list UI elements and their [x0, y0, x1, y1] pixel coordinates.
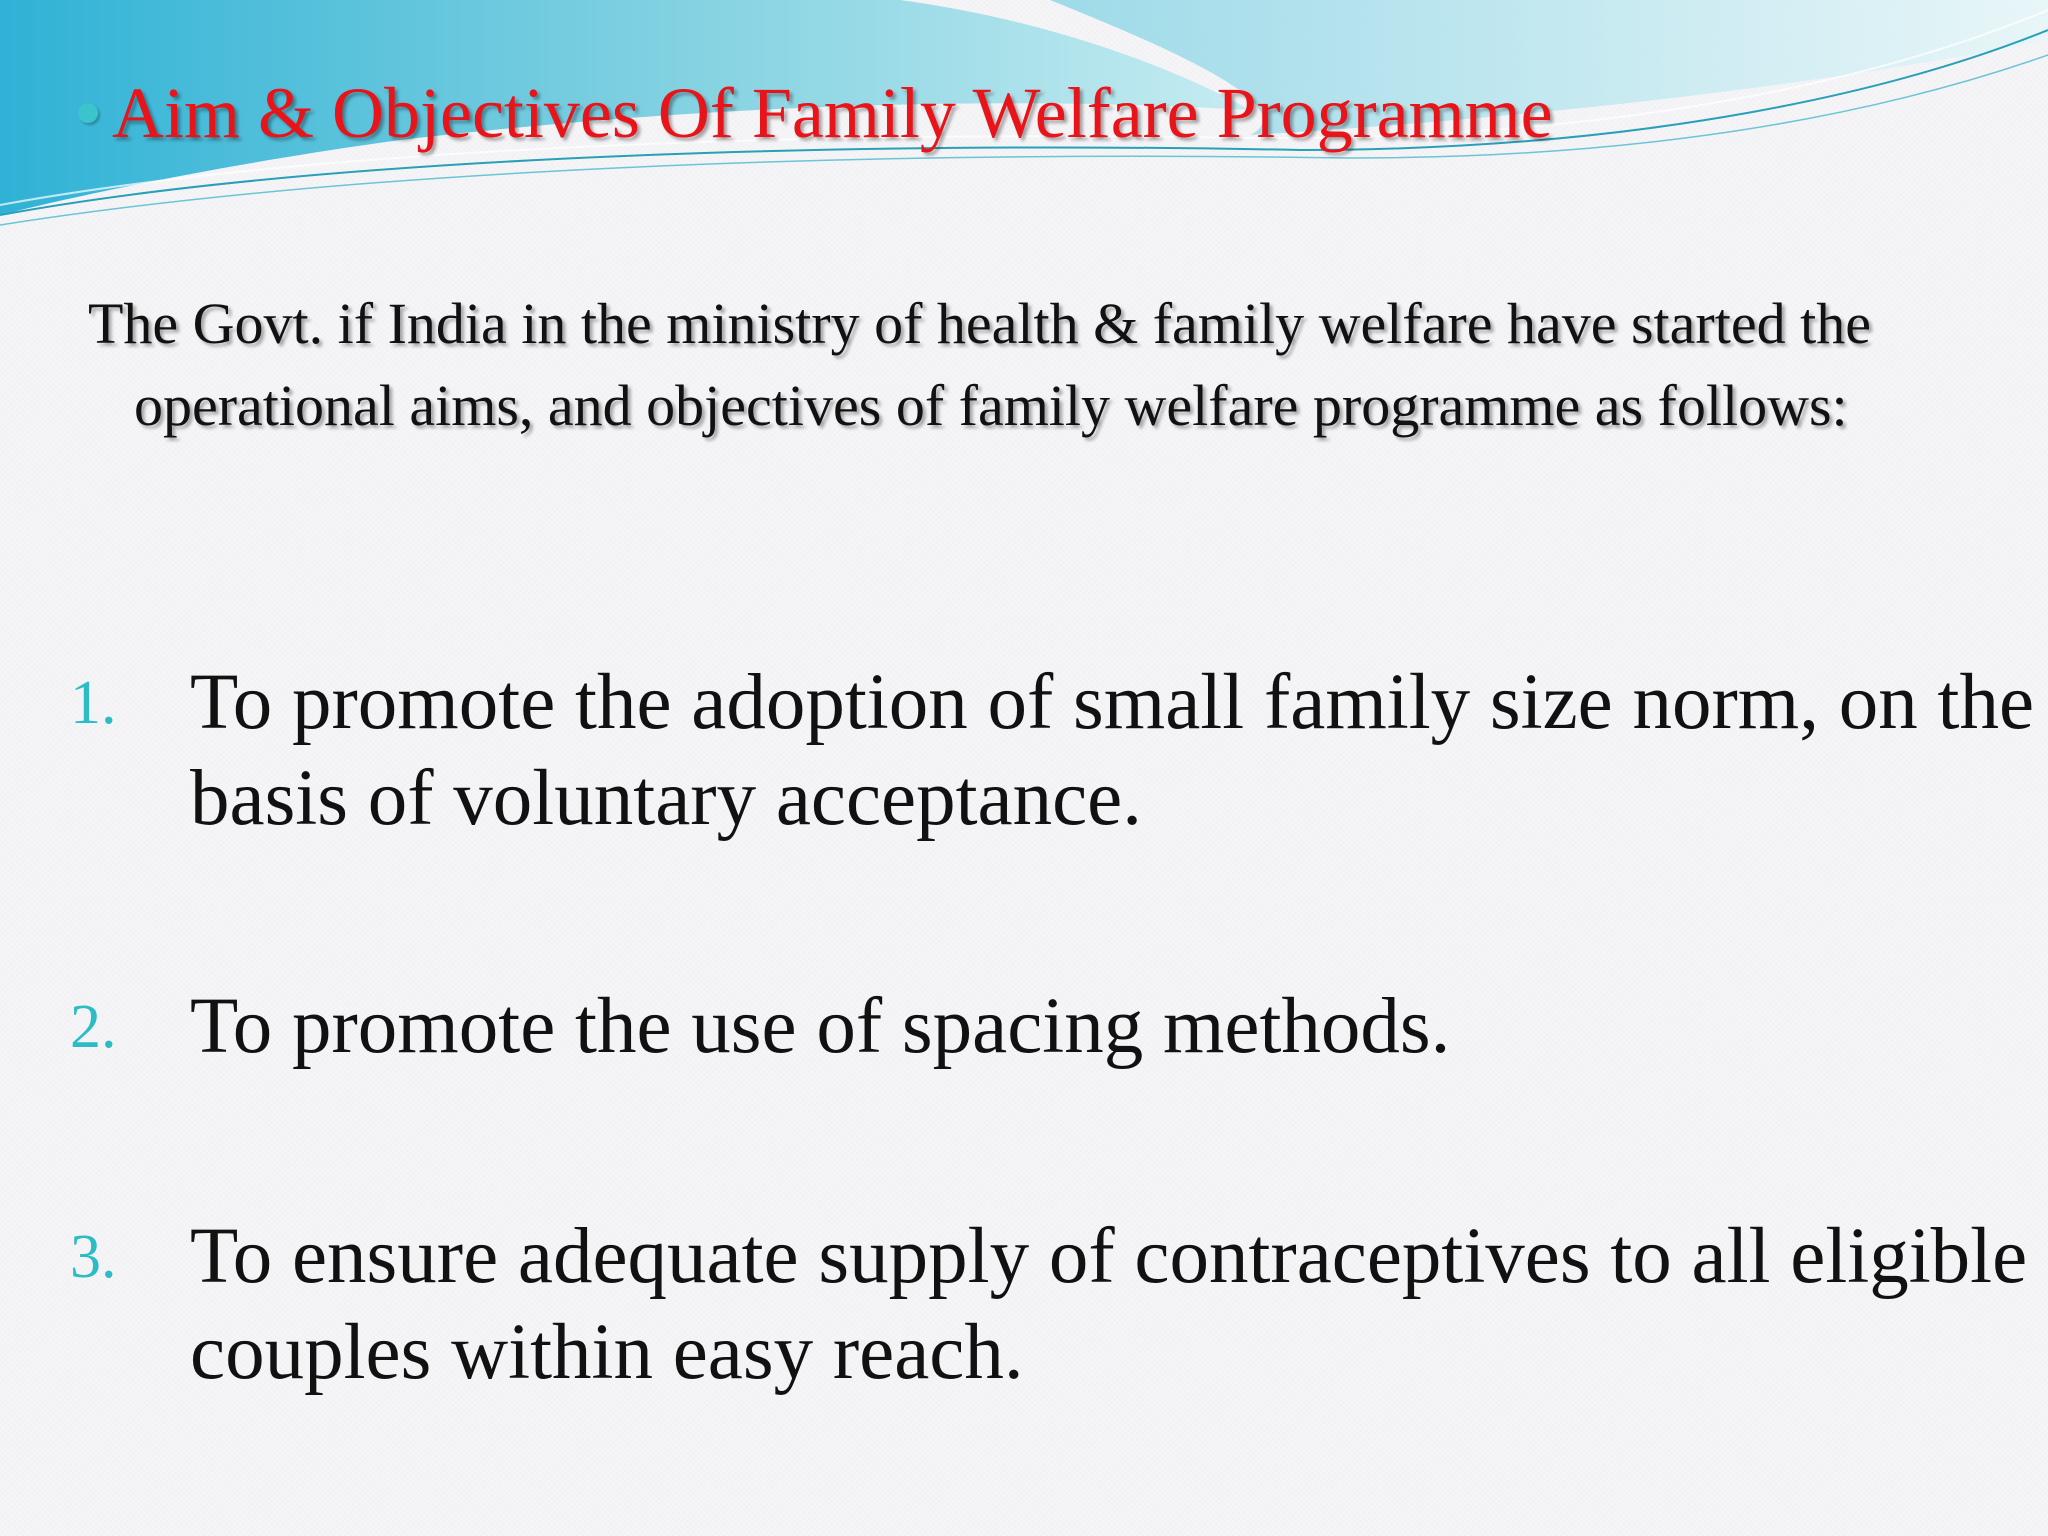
- title-bullet-icon: [78, 103, 98, 123]
- objective-text: To promote the use of spacing methods.: [190, 983, 1451, 1070]
- objective-text: To ensure adequate supply of contraceptives to all eligible couples within easy reach.: [190, 1213, 2028, 1396]
- slide-title: Aim & Objectives Of Family Welfare Programme: [112, 73, 1553, 153]
- objective-item: [70, 1209, 2048, 1401]
- objective-number: 2.: [70, 993, 117, 1061]
- objective-item: [70, 979, 2048, 1075]
- objective-number: 1.: [70, 669, 117, 737]
- objective-text: To promote the adoption of small family size norm, on the basis of voluntary acceptance.: [190, 659, 2035, 842]
- objective-number: 3.: [70, 1223, 117, 1291]
- objective-item: [70, 655, 2048, 847]
- intro-paragraph: The Govt. if India in the ministry of health & family welfare have started the operational aims, and objectives of family welfare programme as follows:: [88, 291, 1871, 438]
- title-row: [78, 68, 1553, 158]
